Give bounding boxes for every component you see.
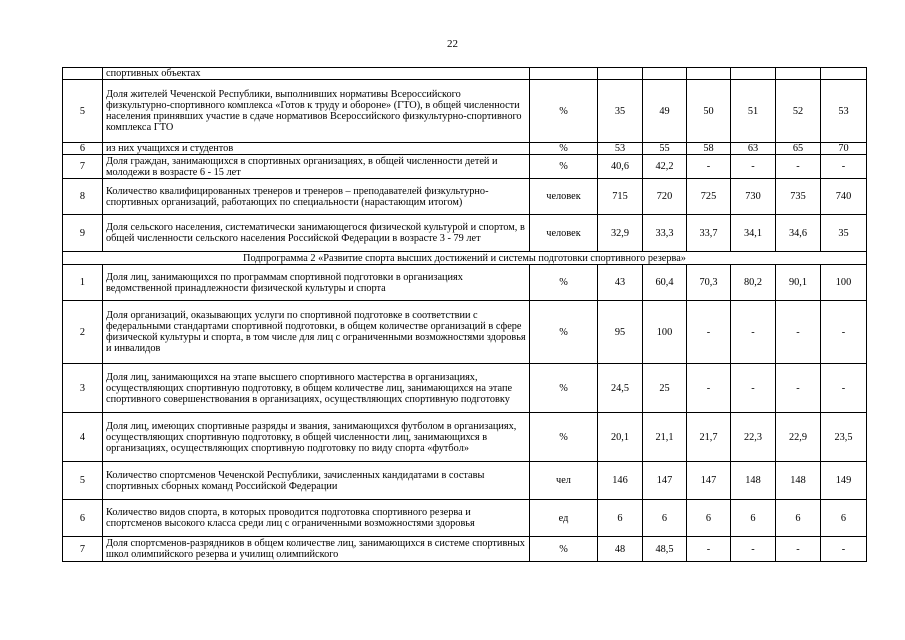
value-cell <box>821 68 867 80</box>
value-cell: 149 <box>821 462 867 500</box>
value-cell: 70 <box>821 143 867 155</box>
value-cell: 49 <box>643 80 687 143</box>
indicator-name: Количество видов спорта, в которых проводится подготовка спортивного резерва и спортсменов высокого класса среди лиц с ограниченными возможностями здоровья <box>103 500 530 537</box>
value-cell: - <box>776 364 821 413</box>
table-row <box>63 537 867 562</box>
indicator-name: Количество квалифицированных тренеров и тренеров – преподавателей физкультурно-спортивных организаций, работающих по специальности (нарастающим итогом) <box>103 179 530 215</box>
value-cell: 34,1 <box>731 215 776 252</box>
value-cell: 32,9 <box>598 215 643 252</box>
indicator-name: Доля жителей Чеченской Республики, выполнивших нормативы Всероссийского физкультурно-спортивного комплекса «Готов к труду и обороне» (ГТО), в общей численности населения принявших участие в сдаче нормативов Всероссийского физкультурно-спортивного комплекса ГТО <box>103 80 530 143</box>
value-cell: 80,2 <box>731 265 776 301</box>
value-cell: 42,2 <box>643 155 687 179</box>
value-cell: 147 <box>643 462 687 500</box>
value-cell: 55 <box>643 143 687 155</box>
value-cell: - <box>731 301 776 364</box>
value-cell: 35 <box>598 80 643 143</box>
table-row <box>63 301 867 364</box>
value-cell: 70,3 <box>687 265 731 301</box>
value-cell: 65 <box>776 143 821 155</box>
indicator-name: Доля лиц, занимающихся на этапе высшего спортивного мастерства в организациях, осуществляющих спортивную подготовку, в общем количестве лиц, занимающихся на этапе спортивного совершенствования в организациях, осуществляющих спортивную подготовку <box>103 364 530 413</box>
value-cell: 33,7 <box>687 215 731 252</box>
value-cell: - <box>821 537 867 562</box>
table-row <box>63 179 867 215</box>
unit-cell: человек <box>530 215 598 252</box>
value-cell <box>598 68 643 80</box>
value-cell: 53 <box>821 80 867 143</box>
subprogram-title: Подпрограмма 2 «Развитие спорта высших достижений и системы подготовки спортивного резерва» <box>63 252 867 265</box>
value-cell: 740 <box>821 179 867 215</box>
value-cell: 148 <box>731 462 776 500</box>
indicator-name: Доля организаций, оказывающих услуги по спортивной подготовке в соответствии с федеральными стандартами спортивной подготовки, в общем количестве организаций в сфере физической культуры и спорта, в том числе для лиц с ограниченными возможностями здоровья и инвалидов <box>103 301 530 364</box>
unit-cell: человек <box>530 179 598 215</box>
value-cell: - <box>687 537 731 562</box>
value-cell: - <box>821 155 867 179</box>
value-cell: 51 <box>731 80 776 143</box>
value-cell: 24,5 <box>598 364 643 413</box>
table-row <box>63 143 867 155</box>
value-cell: 21,7 <box>687 413 731 462</box>
value-cell: 715 <box>598 179 643 215</box>
value-cell: 100 <box>643 301 687 364</box>
value-cell: 90,1 <box>776 265 821 301</box>
indicator-name: Доля лиц, имеющих спортивные разряды и звания, занимающихся футболом в организациях, осуществляющих спортивную подготовку, в общей численности лиц, занимающихся в организациях, осуществляющих спортивную подготовку по виду спорта «футбол» <box>103 413 530 462</box>
table-row <box>63 364 867 413</box>
unit-cell: % <box>530 413 598 462</box>
unit-cell: ед <box>530 500 598 537</box>
value-cell: - <box>687 364 731 413</box>
value-cell: 23,5 <box>821 413 867 462</box>
value-cell: - <box>731 364 776 413</box>
row-number: 2 <box>63 301 103 364</box>
row-number: 4 <box>63 413 103 462</box>
value-cell: 33,3 <box>643 215 687 252</box>
indicator-name: Доля спортсменов-разрядников в общем количестве лиц, занимающихся в системе спортивных школ олимпийского резерва и училищ олимпийского <box>103 537 530 562</box>
value-cell: 34,6 <box>776 215 821 252</box>
value-cell: 35 <box>821 215 867 252</box>
unit-cell <box>530 68 598 80</box>
value-cell: 25 <box>643 364 687 413</box>
value-cell: 95 <box>598 301 643 364</box>
row-number: 9 <box>63 215 103 252</box>
value-cell: 6 <box>598 500 643 537</box>
table-row <box>63 215 867 252</box>
table-row <box>63 500 867 537</box>
value-cell: - <box>687 155 731 179</box>
row-number: 8 <box>63 179 103 215</box>
value-cell: 21,1 <box>643 413 687 462</box>
indicator-name: Доля лиц, занимающихся по программам спортивной подготовки в организациях ведомственной принадлежности физической культуры и спорта <box>103 265 530 301</box>
value-cell: 50 <box>687 80 731 143</box>
value-cell: 735 <box>776 179 821 215</box>
row-number: 5 <box>63 462 103 500</box>
value-cell: 6 <box>687 500 731 537</box>
table-row <box>63 462 867 500</box>
value-cell: - <box>731 155 776 179</box>
value-cell: 148 <box>776 462 821 500</box>
value-cell <box>643 68 687 80</box>
unit-cell: % <box>530 265 598 301</box>
row-number: 5 <box>63 80 103 143</box>
unit-cell: % <box>530 537 598 562</box>
value-cell: - <box>776 155 821 179</box>
unit-cell: % <box>530 301 598 364</box>
value-cell: 20,1 <box>598 413 643 462</box>
value-cell: - <box>821 301 867 364</box>
subprogram-row <box>63 252 867 265</box>
table-row <box>63 68 867 80</box>
value-cell <box>687 68 731 80</box>
table-row <box>63 80 867 143</box>
value-cell: 63 <box>731 143 776 155</box>
value-cell: 730 <box>731 179 776 215</box>
value-cell: - <box>776 537 821 562</box>
row-number: 6 <box>63 143 103 155</box>
value-cell: 720 <box>643 179 687 215</box>
value-cell: 22,9 <box>776 413 821 462</box>
value-cell: - <box>731 537 776 562</box>
indicator-name: Доля граждан, занимающихся в спортивных организациях, в общей численности детей и молодежи в возрасте 6 - 15 лет <box>103 155 530 179</box>
row-number: 7 <box>63 155 103 179</box>
indicator-name: Доля сельского населения, систематически занимающегося физической культурой и спортом, в общей численности сельского населения Российской Федерации в возрасте 3 - 79 лет <box>103 215 530 252</box>
value-cell: 725 <box>687 179 731 215</box>
row-number <box>63 68 103 80</box>
unit-cell: % <box>530 155 598 179</box>
value-cell: - <box>821 364 867 413</box>
value-cell: 22,3 <box>731 413 776 462</box>
table-row <box>63 155 867 179</box>
table-row <box>63 265 867 301</box>
unit-cell: чел <box>530 462 598 500</box>
row-number: 3 <box>63 364 103 413</box>
value-cell: 100 <box>821 265 867 301</box>
indicator-name: из них учащихся и студентов <box>103 143 530 155</box>
value-cell: 6 <box>821 500 867 537</box>
value-cell: 6 <box>731 500 776 537</box>
indicator-name: спортивных объектах <box>103 68 530 80</box>
value-cell: 53 <box>598 143 643 155</box>
value-cell: 48 <box>598 537 643 562</box>
value-cell: 147 <box>687 462 731 500</box>
value-cell <box>776 68 821 80</box>
value-cell: 40,6 <box>598 155 643 179</box>
value-cell: 6 <box>643 500 687 537</box>
unit-cell: % <box>530 80 598 143</box>
unit-cell: % <box>530 143 598 155</box>
unit-cell: % <box>530 364 598 413</box>
row-number: 1 <box>63 265 103 301</box>
value-cell: 60,4 <box>643 265 687 301</box>
page-number: 22 <box>447 38 458 50</box>
value-cell: 146 <box>598 462 643 500</box>
value-cell: 48,5 <box>643 537 687 562</box>
row-number: 6 <box>63 500 103 537</box>
value-cell: 58 <box>687 143 731 155</box>
indicator-name: Количество спортсменов Чеченской Республики, зачисленных кандидатами в составы спортивных сборных команд Российской Федерации <box>103 462 530 500</box>
row-number: 7 <box>63 537 103 562</box>
value-cell: - <box>687 301 731 364</box>
value-cell: - <box>776 301 821 364</box>
value-cell <box>731 68 776 80</box>
table-row <box>63 413 867 462</box>
value-cell: 43 <box>598 265 643 301</box>
value-cell: 6 <box>776 500 821 537</box>
value-cell: 52 <box>776 80 821 143</box>
indicators-table <box>62 67 867 562</box>
